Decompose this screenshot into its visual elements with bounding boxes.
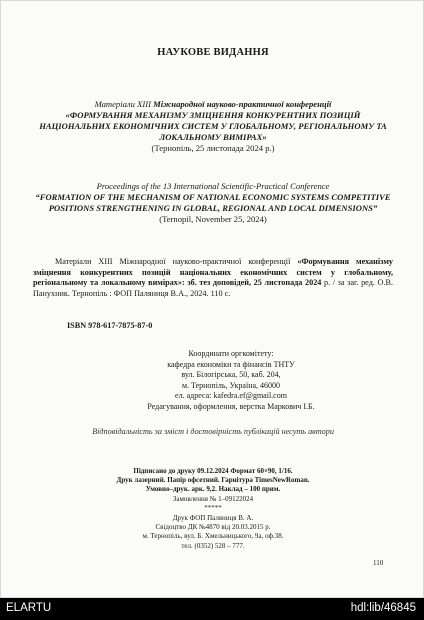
biblio-part-3: р. / за заг. ред. О.В. Панухник. Тернопіль : ФОП Паляниця В.А., 2024. 110 с. [33,278,393,298]
biblio-part-1: Матеріали XIII Міжнародної науково-практичної конференції [55,257,298,266]
organizing-committee-contacts [1,349,424,413]
print-line: Друк лазерний. Папір офсетний. Гарнітура TimesNewRoman. [116,476,310,485]
ukrainian-title-block [29,99,397,154]
page-number: 110 [373,559,384,567]
contacts-line: м. Тернопіль, Україна, 46000 [181,380,281,390]
ukrainian-intro-plain: Матеріали XIII [94,99,154,109]
english-title-block [29,181,397,225]
ukrainian-conference-title: «ФОРМУВАННЯ МЕХАНІЗМУ ЗМІЦНЕННЯ КОНКУРЕНТНИХ ПОЗИЦІЙ НАЦІОНАЛЬНИХ ЕКОНОМІЧНИХ СИСТЕМ У ГЛОБАЛЬНОМУ, РЕГІОНАЛЬНОМУ ТА ЛОКАЛЬНОМУ ВИМІРАХ» [39,110,387,142]
handle-link[interactable]: hdl:lib/46845 [350,602,416,614]
responsibility-disclaimer: Відповідальність за зміст і достовірність публікацій несуть автори [92,427,334,436]
print-details [1,467,424,513]
isbn: ISBN 978-617-7875-87-0 [67,321,153,330]
print-line: Замовлення № 1–09122024 [172,494,254,503]
print-line: Підписано до друку 09.12.2024 Формат 60×90, 1/16. [133,467,293,475]
contacts-line: ел. адреса: kafedra.ef@gmail.com [175,391,287,401]
bibliographic-description [33,257,393,299]
publisher-line: Друк ФОП Паляниця В. А. [172,514,254,522]
repository-name: ELARTU [6,602,52,614]
ukrainian-intro-line [29,99,397,110]
publisher-line: м. Тернопіль, вул. Б. Хмельницького, 9а, оф.38. [142,532,284,541]
publisher-line: тел. (0352) 528 – 777. [181,541,245,550]
ukrainian-intro-bold: Міжнародної науково-практичної конференції [153,99,332,109]
english-conference-date: (Ternopil, November 25, 2024) [159,214,267,224]
print-separator: ***** [204,503,222,512]
contacts-line: Координати оргкомітету: [188,349,274,358]
english-conference-title: “FORMATION OF THE MECHANISM OF NATIONAL ECONOMIC SYSTEMS COMPETITIVE POSITIONS STRENGTHENING IN GLOBAL, REGIONAL AND LOCAL DIMENSIONS” [35,192,391,213]
english-intro-line: Proceedings of the 13 International Scientific-Practical Conference [96,181,330,191]
contacts-line: вул. Білогірська, 50, каб. 204, [181,370,281,380]
repository-footer [0,598,424,620]
ukrainian-conference-date: (Тернопіль, 25 листопада 2024 р.) [151,143,275,153]
publisher-line: Свідоцтво ДК №4870 від 20.03.2015 р. [155,523,271,532]
page-heading: НАУКОВЕ ВИДАННЯ [157,47,269,58]
contacts-line: кафедра економіки та фінансів ТНТУ [167,359,295,369]
print-line: Умовно–друк. арк. 9,2. Наклад – 100 прим. [145,485,281,494]
biblio-part-2: «Формування механізму зміцнення конкурентних позицій національних економічних систем у глобальному, регіональному та локальному вимірах»: зб. тез доповідей, 25 листопада 2024 [33,257,393,287]
contacts-line: Редагування, оформлення, верстка Маркович І.Б. [147,401,315,411]
publisher-details [1,514,424,551]
